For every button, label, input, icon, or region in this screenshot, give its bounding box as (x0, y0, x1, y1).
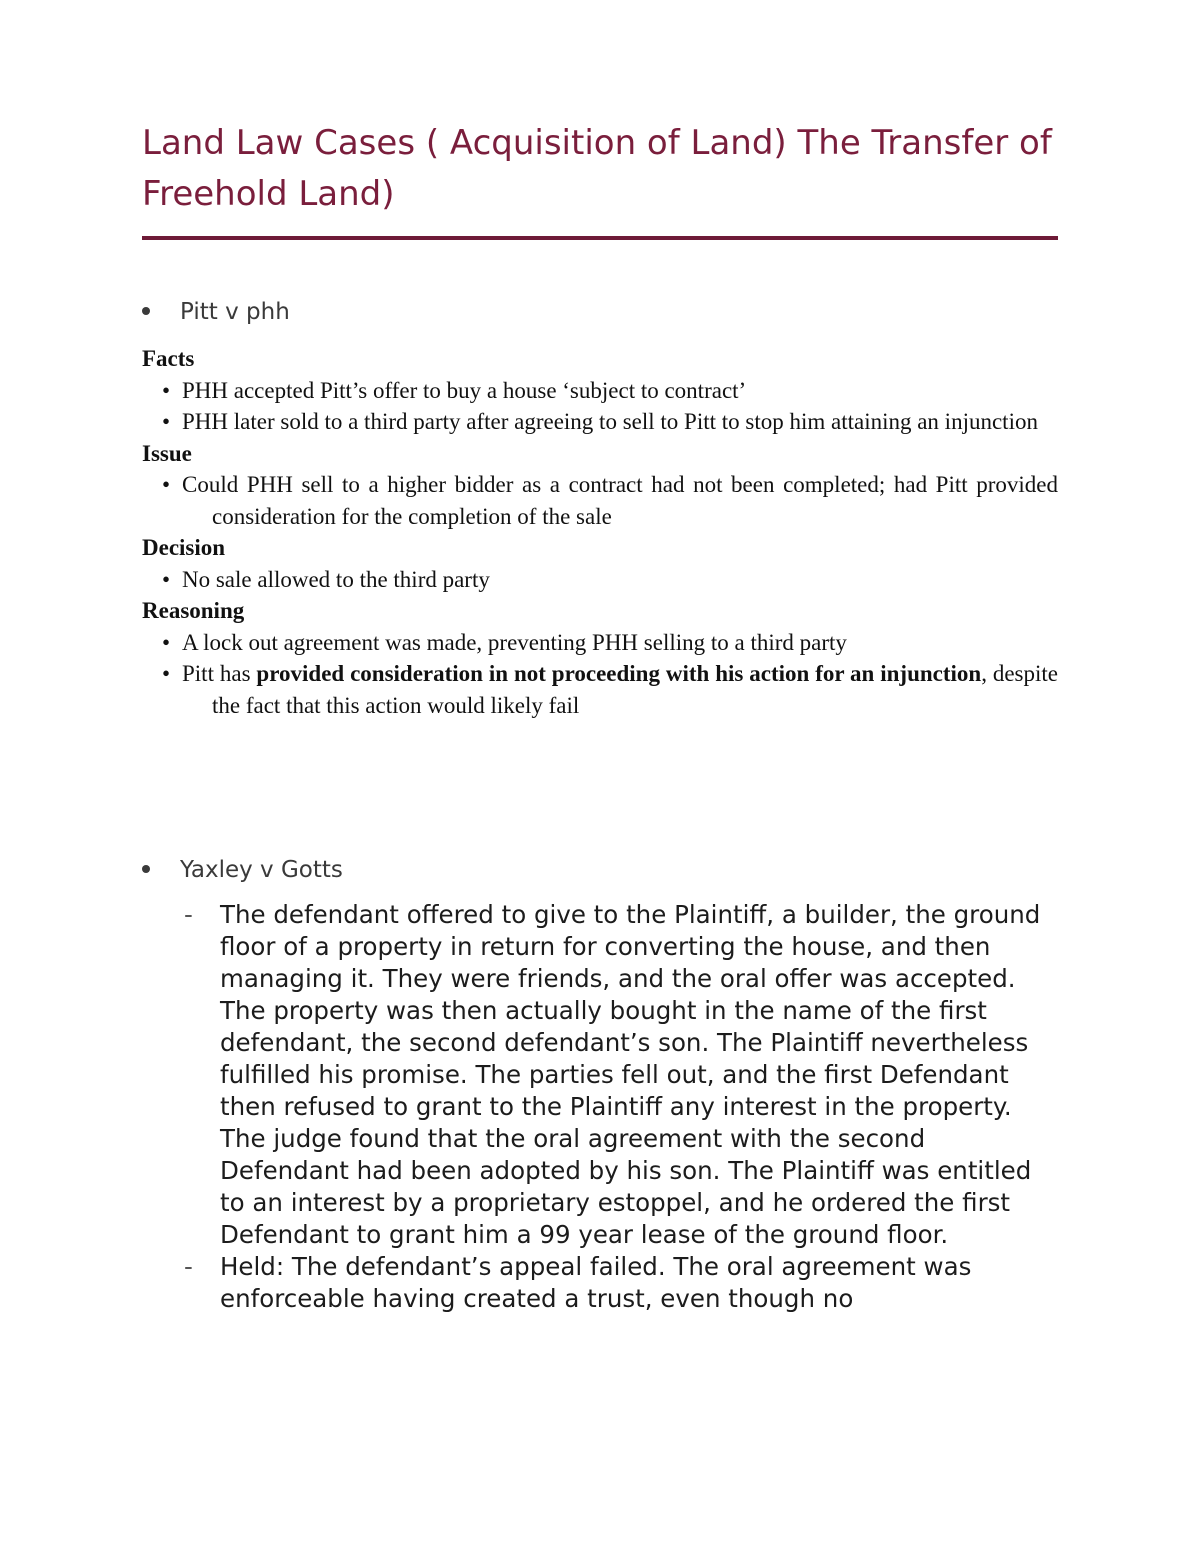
dash-bullet: - (184, 900, 193, 929)
reasoning-heading: Reasoning (142, 598, 245, 623)
bullet-icon: • (162, 409, 171, 434)
fact-item: • PHH accepted Pitt’s offer to buy a house ‘subject to contract’ (142, 375, 1058, 407)
decision-item: • No sale allowed to the third party (142, 564, 1058, 596)
pitt-case-details (142, 343, 1058, 721)
bullet-icon: • (162, 566, 171, 592)
bullet-icon: • (162, 661, 171, 686)
held-paragraph: - Held: The defendant’s appeal failed. The oral agreement was enforceable having created a trust, even though no (184, 1252, 972, 1313)
page-title: Land Law Cases ( Acquisition of Land) The Transfer of Freehold Land) (142, 123, 1052, 214)
issue-heading: Issue (142, 440, 192, 466)
facts-heading: Facts (142, 346, 195, 371)
case-heading-yaxley (142, 855, 343, 885)
case-name: Pitt v phh (180, 299, 290, 325)
bullet-icon: • (162, 377, 171, 403)
dash-bullet: - (184, 1252, 193, 1281)
emphasis-text: provided consideration in not proceeding with his action for an injunction (256, 661, 982, 686)
bullet-icon (142, 307, 150, 315)
decision-heading: Decision (142, 535, 226, 560)
case-paragraph: - The defendant offered to give to the Plaintiff, a builder, the ground floor of a property in return for converting the house, and then managing it. They were friends, and the oral offer was accepted. The property was then actually bought in the name of the first defendant, the second defendant’s son. The Plaintiff nevertheless fulfilled his promise. The parties fell out, and the first Defendant then refused to grant to the Plaintiff any interest in the property. The judge found that the oral agreement with the second Defendant had been adopted by his son. The Plaintiff was entitled to an interest by a proprietary estoppel, and he ordered the first Defendant to grant him a 99 year lease of the ground floor. (184, 900, 1041, 1249)
case-name: Yaxley v Gotts (180, 857, 343, 883)
bullet-icon: • (162, 629, 171, 655)
reasoning-item: • A lock out agreement was made, preventing PHH selling to a third party (142, 627, 1058, 659)
title-underline (142, 236, 1058, 240)
bullet-icon: • (162, 472, 171, 497)
issue-item: • Could PHH sell to a higher bidder as a contract had not been completed; had Pitt provided consideration for the completion of the sale (142, 469, 1058, 532)
fact-item: • PHH later sold to a third party after agreeing to sell to Pitt to stop him attaining an injunction (142, 406, 1058, 438)
case-heading-pitt (142, 297, 290, 327)
reasoning-item: • Pitt has provided consideration in not proceeding with his action for an injunction, despite the fact that this action would likely fail (142, 658, 1058, 721)
bullet-icon (142, 865, 150, 873)
yaxley-case-details (142, 899, 1058, 1315)
